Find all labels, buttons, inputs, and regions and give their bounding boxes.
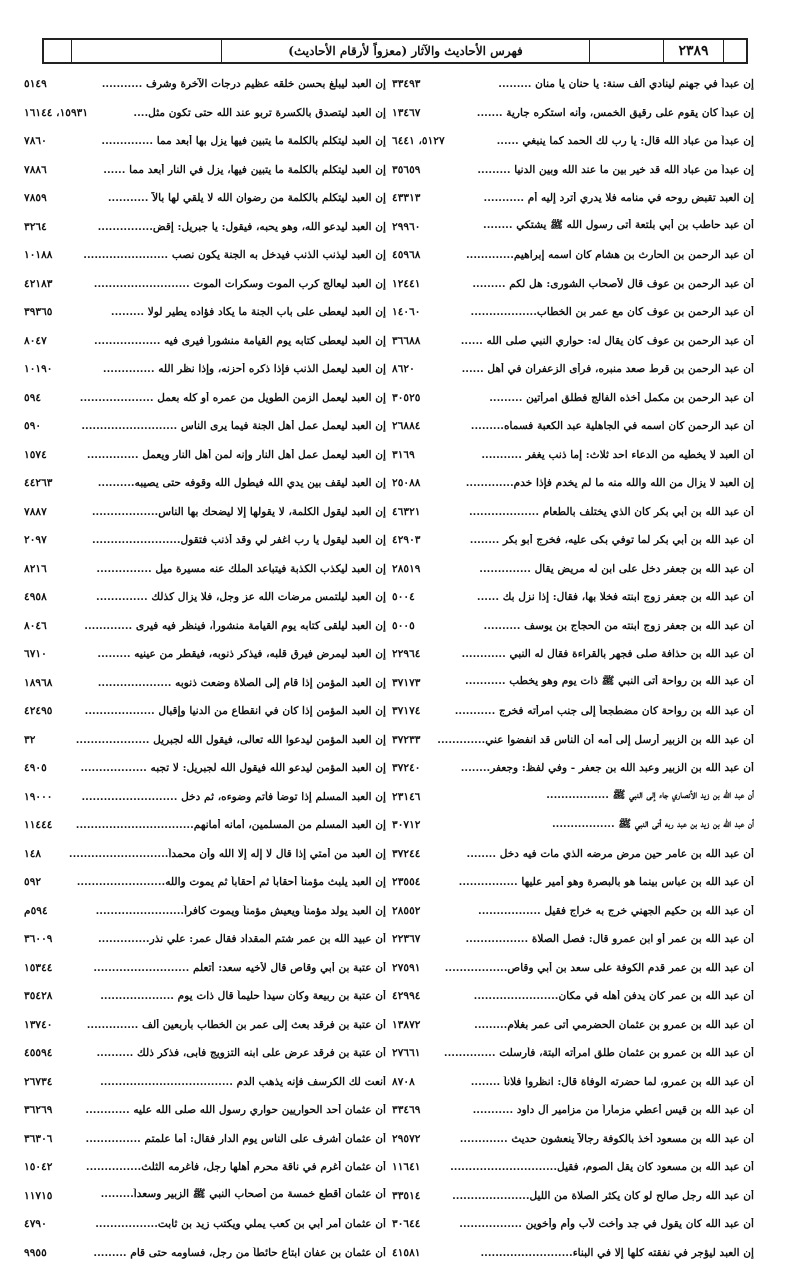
entry-number: ٨٠٤٦ xyxy=(24,620,49,632)
entry-number: ٢٧٥٩١ xyxy=(392,962,422,974)
entry-text: أن عبد الله بن عمر كان يدفن أهله في مكان....................... xyxy=(422,990,754,1002)
entry-number: ١٣٤٦٧ xyxy=(392,107,422,119)
index-entry xyxy=(392,726,754,755)
entry-text: إن العبد ليمرض فيرق قلبه، فيذكر ذنوبه، فيقطر من عينيه ......... xyxy=(49,648,386,660)
entry-number: ٥٠٠٤ xyxy=(392,591,417,603)
entry-text: أن عبد الله بن حكيم الجهني خرج به خراج فقيل ................. xyxy=(422,905,754,917)
entry-text: أن عتبة بن ربيعة وكان سيداً حليماً قال ذات يوم .................... xyxy=(54,990,386,1002)
entry-text: إن العبد ليذنب الذنب فيدخل به الجنة يكون نصب ....................... xyxy=(54,249,386,261)
entry-text: أن عثمان أمر أبي بن كعب يملي ويكتب زيد بن ثابت................. xyxy=(49,1218,386,1230)
entry-text: إن العبد ليبلغ بحسن خلقه عظيم درجات الآخرة وشرف ........... xyxy=(49,78,386,90)
entry-number: ٤٧٩٠ xyxy=(24,1218,49,1230)
entry-number: ٨٦٢٠ xyxy=(392,363,417,375)
index-entry xyxy=(24,241,386,270)
index-entry xyxy=(392,184,754,213)
index-entry xyxy=(24,612,386,641)
entry-number: ٢٠٩٧ xyxy=(24,534,49,546)
entry-number: ٧٨٨٧ xyxy=(24,506,49,518)
index-entry xyxy=(24,1011,386,1040)
index-entry xyxy=(392,1125,754,1154)
entry-number: ٣٦٣٠٦ xyxy=(24,1133,54,1145)
entry-number: ٢٥٠٨٨ xyxy=(392,477,422,489)
index-entry xyxy=(392,1039,754,1068)
index-entry xyxy=(392,384,754,413)
index-entry xyxy=(392,156,754,185)
entry-text: إن العبد المسلم إذا توضأ فأتم وضوءه، ثم دخل .......................... xyxy=(54,791,386,803)
index-entry xyxy=(392,327,754,356)
entry-text: إن العبد المسلم من المسلمين، أمانه أمانهم................................ xyxy=(54,819,386,831)
entry-text: إن العبد من أمتي إذا قال لا إله إلا الله وأن محمداً........................... xyxy=(43,848,386,860)
entry-text: إن العبد المؤمن إذا كان في انقطاع من الدنيا وإقبال ................... xyxy=(54,705,386,717)
index-entry xyxy=(392,1096,754,1125)
entry-number: ١٣٨٧٢ xyxy=(392,1019,422,1031)
index-entry xyxy=(392,298,754,327)
entry-text: أن عثمان بن عفان ابتاع حائطاً من رجل، فساومه حتى قام ......... xyxy=(49,1247,386,1259)
index-entry xyxy=(392,612,754,641)
header-cell-empty xyxy=(72,40,222,62)
entry-text: إن العبد ليدعو الله، وهو يحبه، فيقول: يا جبريل: إقض............... xyxy=(49,221,386,233)
entry-text: إن عبداً من عباد الله قد خير بين ما عند الله وبين الدنيا ......... xyxy=(422,164,754,176)
index-entry xyxy=(24,1039,386,1068)
entry-text: إن العبد ليتكلم بالكلمة ما يتبين فيها يزل بها أبعد مما .............. xyxy=(49,135,386,147)
index-entry xyxy=(392,669,754,698)
entry-number: ٣٦٠٠٩ xyxy=(24,933,54,945)
entry-text: أن عبد الله بن زيد الأنصاري جاء إلى النبي ﷺ ................. xyxy=(422,789,754,804)
entry-text: أن عبد الله بن جعفر زوج ابنته من الحجاج بن يوسف .......... xyxy=(417,620,754,632)
entry-number: ٣٧١٧٤ xyxy=(392,705,422,717)
entry-number: ٢٨٥١٩ xyxy=(392,563,422,575)
entry-number: ٦٧١٠ xyxy=(24,648,49,660)
entry-text: أن عبد الله بن مسعود كان يقل الصوم، فقيل............................. xyxy=(422,1161,754,1173)
entry-number: ٥٩٢ xyxy=(24,876,43,888)
entry-text: إن العبد ليعمل عمل أهل النار وإنه لمن أهل النار ويعمل .............. xyxy=(49,449,386,461)
entry-number: ٢٧٦٦١ xyxy=(392,1047,422,1059)
entry-text: إن العبد المؤمن ليدعوا الله تعالى، فيقول الله لجبريل .................... xyxy=(37,734,386,746)
index-entry xyxy=(392,754,754,783)
entry-number: ٣٢ xyxy=(24,734,37,746)
index-entry xyxy=(392,441,754,470)
entry-number: ٨٧٠٨ xyxy=(392,1076,417,1088)
index-entry xyxy=(392,1182,754,1211)
entry-number: ٢٦٧٣٤ xyxy=(24,1076,54,1088)
index-entry xyxy=(24,783,386,812)
entry-text: إن العبد ليقول الكلمة، لا يقولها إلا ليضحك بها الناس.................. xyxy=(49,506,386,518)
entry-number: ٤٢٤٩٥ xyxy=(24,705,54,717)
entry-text: إن العبد تقبض روحه في منامه فلا يدري أترد إليه أم ........... xyxy=(422,192,754,204)
entry-text: أن عبد الله بن حذافة صلى فجهر بالقراءة فقال له النبي ............ xyxy=(422,648,754,660)
entry-number: ٤٢٩٠٣ xyxy=(392,534,422,546)
entry-text: أن عبد الرحمن بن مكمل أخذه الفالج فطلق امرأتين ......... xyxy=(422,392,754,404)
entry-text: إن العبد ليعالج كرب الموت وسكرات الموت .......................... xyxy=(54,278,386,290)
index-entry xyxy=(24,925,386,954)
entry-number: ٣٠٦٤٤ xyxy=(392,1218,422,1230)
index-entry xyxy=(24,1153,386,1182)
index-entry xyxy=(392,127,754,156)
entry-number: ٤٣٣١٣ xyxy=(392,192,422,204)
index-entry xyxy=(24,1068,386,1097)
entry-number: ٣٣٤٦٩ xyxy=(392,1104,422,1116)
index-entry xyxy=(392,640,754,669)
entry-number: ١٢٤٤١ xyxy=(392,278,422,290)
index-entry xyxy=(24,754,386,783)
entry-text: أن عبد الله بن عمر قدم الكوفة على سعد بن أبي وقاص................. xyxy=(422,962,754,974)
entry-number: ١٥٠٤٢ xyxy=(24,1161,54,1173)
index-entry xyxy=(392,1068,754,1097)
index-entry xyxy=(24,669,386,698)
right-column xyxy=(392,70,754,1267)
index-entry xyxy=(392,412,754,441)
entry-number: ٤٢٩٩٤ xyxy=(392,990,422,1002)
index-entry xyxy=(24,156,386,185)
index-entry xyxy=(392,868,754,897)
index-entry xyxy=(392,1210,754,1239)
page-header xyxy=(42,38,748,64)
index-entry xyxy=(392,555,754,584)
index-entry xyxy=(24,982,386,1011)
entry-text: أن عبد الله بن عمرو بن عثمان الحضرمي أتى عمر بغلام......... xyxy=(422,1019,754,1031)
entry-text: أن عبد الله بن جعفر دخل على ابن له مريض يقال .............. xyxy=(422,563,754,575)
entry-number: ٢٣١٤٦ xyxy=(392,791,422,803)
entry-number: ٤٢١٨٣ xyxy=(24,278,54,290)
entry-text: أن عبد الله بن رواحة أتى النبي ﷺ ذات يوم وهو يخطب ........... xyxy=(422,675,754,690)
entry-text: أن عتبة بن أبي وقاص قال لأخيه سعد: أتعلم .......................... xyxy=(54,962,386,974)
entry-number: ١٥٩٣١، ١٦١٤٤ xyxy=(24,107,90,119)
index-entry xyxy=(392,99,754,128)
entry-number: ١٥٣٤٤ xyxy=(24,962,54,974)
index-entry xyxy=(392,1011,754,1040)
entry-text: أن عبد الرحمن بن عوف قال لأصحاب الشورى: هل لكم ......... xyxy=(422,278,754,290)
index-entry xyxy=(24,1239,386,1267)
entry-number: ٥١٢٧، ٦٤٤١ xyxy=(392,135,447,147)
entry-number: ٣٣٤٩٣ xyxy=(392,78,422,90)
index-entry xyxy=(392,583,754,612)
entry-text: إن عبداً من عباد الله قال: يا رب لك الحمد كما ينبغي ...... xyxy=(447,135,754,147)
entry-text: إن العبد ليلتمس مرضات الله عز وجل، فلا يزال كذلك .............. xyxy=(49,591,386,603)
entry-text: إن العبد المؤمن ليدعو الله فيقول الله لجبريل: لا تجبه .................. xyxy=(49,762,386,774)
entry-text: أن عبد الرحمن كان اسمه في الجاهلية عبد الكعبة فسماه......... xyxy=(422,420,754,432)
index-entry xyxy=(24,469,386,498)
header-cell-empty xyxy=(590,40,664,62)
entry-text: إن العبد ليؤجر في نفقته كلها إلا في البناء......................... xyxy=(422,1247,754,1259)
index-entry xyxy=(392,840,754,869)
index-entry xyxy=(392,811,754,840)
entry-number: ١٣٧٤٠ xyxy=(24,1019,54,1031)
entry-text: أن عبد حاطب بن أبي بلتعة أتى رسول الله ﷺ يشتكي ........ xyxy=(422,219,754,234)
entry-number: ٧٨٦٠ xyxy=(24,135,49,147)
entry-number: ٥١٤٩ xyxy=(24,78,49,90)
entry-text: أن عتبة بن فرقد عرض على ابنه التزويج فأبى، فذكر ذلك .......... xyxy=(54,1047,386,1059)
entry-number: ٧٨٥٩ xyxy=(24,192,49,204)
index-entry xyxy=(24,897,386,926)
entry-text: أن عبد الله بن عامر حين مرض مرضه الذي مات فيه دخل ........ xyxy=(422,848,754,860)
entry-number: ١١٤٤٤ xyxy=(24,819,54,831)
entry-text: إن العبد ليعطى كتابه يوم القيامة منشوراً فيرى فيه .................. xyxy=(49,335,386,347)
entry-number: ٢٩٥٧٢ xyxy=(392,1133,422,1145)
entry-number: ٣٠٥٢٥ xyxy=(392,392,422,404)
index-entry xyxy=(392,1239,754,1267)
entry-text: أن عبد الله بن أبي بكر كان الذي يختلف بالطعام ................... xyxy=(422,506,754,518)
entry-text: أن عتبة بن فرقد بعث إلى عمر بن الخطاب بأربعين ألف .............. xyxy=(54,1019,386,1031)
entry-text: أن عبد الله بن مسعود أخذ بالكوفة رجالاً ينعشون حديث ............. xyxy=(422,1133,754,1145)
entry-text: أن عبد الله بن جعفر زوج ابنته فخلا بها، فقال: إذا نزل بك ...... xyxy=(417,591,754,603)
entry-number: ١٨٩٦٨ xyxy=(24,677,54,689)
entry-number: ٢٢٩٦٤ xyxy=(392,648,422,660)
index-entry xyxy=(392,70,754,99)
entry-number: ١٩٠٠٠ xyxy=(24,791,54,803)
index-entry xyxy=(24,583,386,612)
entry-text: أن عبد الله بن الزبير أرسل إلى أمه أن الناس قد انفضوا عني............. xyxy=(422,734,754,746)
entry-text: أن عبد الله بن زيد بن عبد ربه أتى النبي ﷺ ................. xyxy=(422,818,754,833)
entry-number: ٨٠٤٧ xyxy=(24,335,49,347)
index-entry xyxy=(24,526,386,555)
index-entry xyxy=(392,783,754,812)
entry-number: ٥٩٠ xyxy=(24,420,43,432)
page-title: فهرس الأحاديث والآثار (معزواً لأرقام الأحاديث) xyxy=(222,40,590,62)
index-entry xyxy=(24,327,386,356)
entry-number: ٣١٦٩ xyxy=(392,449,417,461)
entry-number: ٣٧٢٤٤ xyxy=(392,848,422,860)
index-entry xyxy=(24,811,386,840)
entry-number: ٣٧٢٣٣ xyxy=(392,734,422,746)
entry-number: ٣٦٢٦٩ xyxy=(24,1104,54,1116)
index-entry xyxy=(392,526,754,555)
entry-number: ١٤٠٦٠ xyxy=(392,306,422,318)
index-entry xyxy=(24,355,386,384)
entry-text: أن عثمان أقطع خمسة من أصحاب النبي ﷺ الزبير وسعداً......... xyxy=(54,1188,386,1203)
entry-number: ٣٩٣٦٥ xyxy=(24,306,54,318)
entry-text: أن عبد الله بن الزبير وعبد الله بن جعفر - وفي لفظ: وجعفر........ xyxy=(422,762,754,774)
entry-text: أن عبد الله بن عمرو، لما حضرته الوفاة قال: انظروا فلاناً ........ xyxy=(417,1076,754,1088)
entry-text: إن العبد ليكذب الكذبة فيتباعد الملك عنه مسيرة ميل ............... xyxy=(49,563,386,575)
index-entry xyxy=(392,469,754,498)
index-entry xyxy=(24,298,386,327)
entry-text: إن العبد يولد مؤمناً ويعيش مؤمناً ويموت كافراً........................ xyxy=(50,905,386,917)
index-entry xyxy=(392,954,754,983)
entry-number: ٩٩٥٥ xyxy=(24,1247,49,1259)
entry-number: ٢٦٨٨٤ xyxy=(392,420,422,432)
entry-text: أن عبد الله بن عباس بينما هو بالبصرة وهو أمير عليها ................ xyxy=(422,876,754,888)
entry-number: ٤٦٣٢١ xyxy=(392,506,422,518)
entry-number: ٤٥٩٦٨ xyxy=(392,249,422,261)
entry-text: أن عبد الله بن عمر أو ابن عمرو قال: فصل الصلاة ................. xyxy=(422,933,754,945)
page-number: ٢٣٨٩ xyxy=(664,40,724,62)
entry-text: إن العبد المؤمن إذا قام إلى الصلاة وضعت ذنوبه .................... xyxy=(54,677,386,689)
entry-number: ٤٩٥٨ xyxy=(24,591,49,603)
entry-number: ١٥٧٤ xyxy=(24,449,49,461)
entry-text: أن عبد الله بن عمرو بن عثمان طلق امرأته البتة، فأرسلت .............. xyxy=(422,1047,754,1059)
entry-number: ٥٩٤ xyxy=(24,392,43,404)
index-entry xyxy=(24,270,386,299)
entry-number: ٤٩٠٥ xyxy=(24,762,49,774)
entry-text: أن عبد الرحمن بن الحارث بن هشام كان اسمه إبراهيم............. xyxy=(422,249,754,261)
index-entry xyxy=(24,213,386,242)
entry-number: ٢٣٥٥٤ xyxy=(392,876,422,888)
entry-number: ٣٢٦٤ xyxy=(24,221,49,233)
entry-text: إن العبد ليعمل الذنب فإذا ذكره أحزنه، وإذا نظر الله .............. xyxy=(54,363,386,375)
entry-number: ٣٦٦٨٨ xyxy=(392,335,422,347)
entry-number: ٣٣٥١٤ xyxy=(392,1190,422,1202)
index-entry xyxy=(392,355,754,384)
header-cell-empty xyxy=(44,40,72,62)
index-entry xyxy=(392,270,754,299)
index-entry xyxy=(24,640,386,669)
index-entry xyxy=(24,954,386,983)
entry-text: إن العبد يلبث مؤمناً أحقاباً ثم أحقاباً ثم يموت والله........................ xyxy=(43,876,386,888)
index-entry xyxy=(24,726,386,755)
entry-text: إن العبد ليتكلم بالكلمة ما يتبين فيها، يزل في النار أبعد مما ...... xyxy=(49,164,386,176)
index-entry xyxy=(392,213,754,242)
entry-number: ٢٨٥٥٢ xyxy=(392,905,422,917)
entry-text: إن العبد ليتصدق بالكسرة تربو عند الله حتى تكون مثل.... xyxy=(90,107,386,119)
entry-text: إن العبد ليعطى على باب الجنة ما يكاد فؤاده يطير لولا ......... xyxy=(54,306,386,318)
entry-text: أن عبد الله رجل صالح لو كان يكثر الصلاة من الليل..................... xyxy=(422,1190,754,1202)
entry-text: أن العبد لا يخطيه من الدعاء احد ثلاث: إما ذنب يغفر ........... xyxy=(417,449,754,461)
index-entry xyxy=(392,897,754,926)
entry-text: إن عبداً كان يقوم على رقيق الخمس، وأنه استكره جارية ....... xyxy=(422,107,754,119)
index-entry xyxy=(392,925,754,954)
index-entry xyxy=(392,498,754,527)
entry-number: ٤٤٢٦٣ xyxy=(24,477,54,489)
index-entry xyxy=(24,498,386,527)
index-entry xyxy=(24,127,386,156)
index-entry xyxy=(24,1096,386,1125)
entry-text: إن العبد ليعمل الزمن الطويل من عمره أو كله بعمل .................... xyxy=(43,392,386,404)
entry-text: أن عثمان أشرف على الناس يوم الدار فقال: أما علمتم ............... xyxy=(54,1133,386,1145)
entry-text: أن عبد الله بن رواحة كان مضطجعاً إلى جنب امرأته فخرج ........... xyxy=(422,705,754,717)
entry-number: ١٤٨ xyxy=(24,848,43,860)
entry-text: إن العبد ليلقى كتابه يوم القيامة منشوراً، فينظر فيه فيرى ............. xyxy=(49,620,386,632)
index-entry xyxy=(392,241,754,270)
index-entry xyxy=(392,697,754,726)
entry-number: ٧٨٨٦ xyxy=(24,164,49,176)
entry-text: أن عبد الرحمن بن عوف كان مع عمر بن الخطاب.................. xyxy=(422,306,754,318)
entry-text: أن عبيد الله بن عمر شتم المقداد فقال عمر: علي نذر.............. xyxy=(54,933,386,945)
entry-text: أن عثمان أحد الحواريين حواري رسول الله صلى الله عليه ............ xyxy=(54,1104,386,1116)
entry-number: ٣٥٦٥٩ xyxy=(392,164,422,176)
entry-number: ١٠١٨٨ xyxy=(24,249,54,261)
entry-number: ٣٠٧١٢ xyxy=(392,819,422,831)
index-entry xyxy=(24,184,386,213)
entry-text: إن العبد ليقول يا رب اغفر لي وقد أذنب فتقول........................ xyxy=(49,534,386,546)
entry-text: أن عبد الله بن أبي بكر لما توفي بكى عليه، فخرج أبو بكر ........ xyxy=(422,534,754,546)
entry-number: ٥٠٠٥ xyxy=(392,620,417,632)
entry-text: أن عثمان أغرم في ناقة محرم أهلها رجل، فأغرمه الثلث............... xyxy=(54,1161,386,1173)
entry-number: ١١٧١٥ xyxy=(24,1190,54,1202)
entry-number: ٢٢٣٦٧ xyxy=(392,933,422,945)
entry-text: أن عبد الرحمن بن قرط صعد منبره، فرأى الزعفران في أهل ...... xyxy=(417,363,754,375)
index-entry xyxy=(24,441,386,470)
index-entry xyxy=(24,868,386,897)
left-column xyxy=(24,70,386,1267)
entry-text: إن عبداً في جهنم لينادي ألف سنة: يا حنان يا منان ......... xyxy=(422,78,754,90)
index-entry xyxy=(24,1182,386,1211)
entry-text: إن العبد ليتكلم بالكلمة من رضوان الله لا يلقي لها بالاً ........... xyxy=(49,192,386,204)
index-entry xyxy=(24,555,386,584)
entry-text: أن عبد الرحمن بن عوف كان يقال له: حواري النبي صلى الله ...... xyxy=(422,335,754,347)
index-entry xyxy=(24,412,386,441)
entry-number: ٤٥٥٩٤ xyxy=(24,1047,54,1059)
index-entry xyxy=(24,70,386,99)
entry-text: أن عبد الله كان يقول في جد وأخت لأب وأم وأخوين ................. xyxy=(422,1218,754,1230)
index-entry xyxy=(24,1125,386,1154)
index-entry xyxy=(24,384,386,413)
index-entry xyxy=(24,1210,386,1239)
index-entry xyxy=(24,99,386,128)
entry-number: ٨٢١٦ xyxy=(24,563,49,575)
index-entry xyxy=(392,1153,754,1182)
entry-text: إن العبد ليقف بين يدي الله فيطول الله وقوفه حتى يصيبه.......... xyxy=(54,477,386,489)
entry-number: ٢٩٩٦٠ xyxy=(392,221,422,233)
entry-number: ٣٥٤٢٨ xyxy=(24,990,54,1002)
index-entry xyxy=(24,697,386,726)
entry-text: إن العبد ليعمل عمل أهل الجنة فيما يرى الناس .......................... xyxy=(43,420,386,432)
index-entry xyxy=(24,840,386,869)
header-cell-empty xyxy=(724,40,746,62)
entry-number: ٤١٥٨١ xyxy=(392,1247,422,1259)
entry-number: ٣٧٢٤٠ xyxy=(392,762,422,774)
entry-text: إن العبد لا يزال من الله والله منه ما لم يخدم فإذا خدم............. xyxy=(422,477,754,489)
entry-number: ٣٧١٧٣ xyxy=(392,677,422,689)
entry-number: ٥٩٤م xyxy=(24,905,50,917)
entry-text: أن عبد الله بن قيس أعطي مزماراً من مزامير آل داود ........... xyxy=(422,1104,754,1116)
entry-text: أنعت لك الكرسف فإنه يذهب الدم .................................... xyxy=(54,1076,386,1088)
index-entry xyxy=(392,982,754,1011)
entry-number: ١٠١٩٠ xyxy=(24,363,54,375)
entry-number: ١١٦٤١ xyxy=(392,1161,422,1173)
